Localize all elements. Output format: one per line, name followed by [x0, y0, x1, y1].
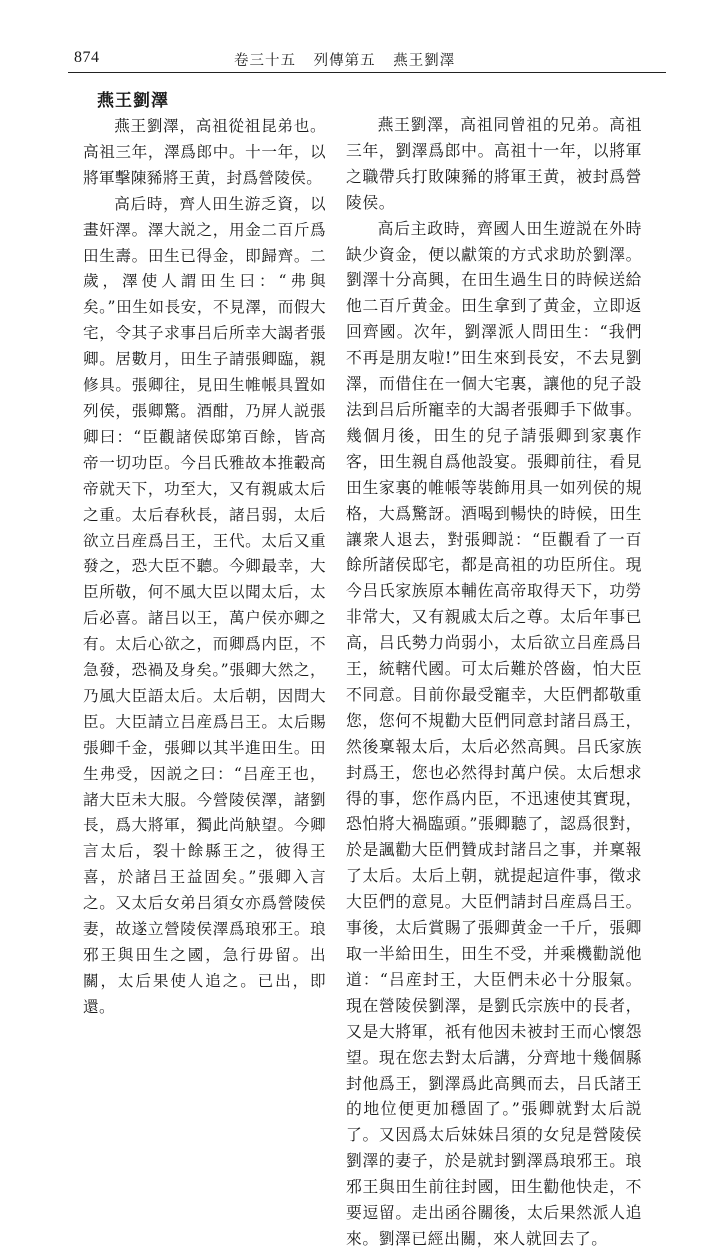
section-title: 燕王劉澤 — [97, 91, 169, 111]
translation-paragraph-2: 高后主政時，齊國人田生遊説在外時缺少資金，便以獻策的方式求助於劉澤。劉澤十分高興，在田生過生日的時候送給他二百斤黄金。田生拿到了黄金，立即返回齊國。次年，劉澤派人問田生：“我們不再是朋友啦!”田生來到長安，不去見劉澤，而借住在一個大宅裏，讓他的兒子設法到吕后所寵幸的大謁者張卿手下做事。幾個月後，田生的兒子請張卿到家裏作客，田生親自爲他設宴。張卿前往，看見田生家裏的帷帳等裝飾用具一如列侯的規格，大爲驚訝。酒喝到暢快的時候，田生讓衆人退去，對張卿説：“臣觀看了一百餘所諸侯邸宅，都是高祖的功臣所住。現今吕氏家族原本輔佐高帝取得天下，功勞非常大，又有親戚太后之尊。太后年事已高，吕氏勢力尚弱小，太后欲立吕産爲吕王，統轄代國。可太后難於啓齒，怕大臣不同意。目前你最受寵幸，大臣們都敬重您，您何不規勸大臣們同意封諸吕爲王，然後稟報太后，太后必然高興。吕氏家族封爲王，您也必然得封萬户侯。太后想求得的事，您作爲内臣，不迅速使其實現，恐怕將大禍臨頭。”張卿聽了，認爲很對，於是諷勸大臣們贊成封諸吕之事，并稟報了太后。太后上朝，就提起這件事，徵求大臣們的意見。大臣們請封吕産爲吕王。事後，太后賞賜了張卿黄金一千斤，張卿取一半給田生，田生不受，并乘機勸説他道：“吕産封王，大臣們未必十分服氣。現在營陵侯劉澤，是劉氏宗族中的長者，又是大將軍，祇有他因未被封王而心懷怨望。現在您去對太后講，分齊地十幾個縣封他爲王，劉澤爲此高興而去，吕氏諸王的地位便更加穩固了。”張卿就對太后説了。又因爲太后妹妹吕須的女兒是營陵侯劉澤的妻子，於是就封劉澤爲琅邪王。琅邪王與田生前往封國，田生勸他快走，不要逗留。走出函谷關後，太后果然派人追來。劉澤已經出關，來人就回去了。 — [346, 218, 642, 1248]
running-head — [234, 49, 654, 70]
translation-column — [346, 112, 642, 1252]
page-number: 874 — [74, 49, 100, 66]
classical-paragraph-1: 燕王劉澤，高祖從祖昆弟也。高祖三年，澤爲郎中。十一年，以將軍擊陳豨將王黄，封爲營陵侯。 — [83, 117, 326, 187]
running-head-chapter: 燕王劉澤 — [393, 53, 456, 69]
classical-text-column — [83, 88, 326, 1021]
translation-paragraph-1: 燕王劉澤，高祖同曾祖的兄弟。高祖三年，劉澤爲郎中。高祖十一年，以將軍之職帶兵打敗陳豨的將軍王黄，被封爲營陵侯。 — [346, 115, 642, 212]
running-head-section: 列傳第五 — [313, 53, 376, 69]
header-rule — [68, 72, 666, 73]
classical-paragraph-2: 高后時，齊人田生游乏資，以畫奸澤。澤大説之，用金二百斤爲田生壽。田生已得金，即歸齊。二歲，澤使人謂田生曰：“弗與矣。”田生如長安，不見澤，而假大宅，令其子求事吕后所幸大謁者張卿。居數月，田生子請張卿臨，親修具。張卿往，見田生帷帳具置如列侯，張卿驚。酒酣，乃屏人説張卿曰：“臣觀諸侯邸第百餘，皆高帝一切功臣。今吕氏雅故本推轂高帝就天下，功至大，又有親戚太后之重。太后春秋長，諸吕弱，太后欲立吕産爲吕王，王代。太后又重發之，恐大臣不聽。今卿最幸，大臣所敬，何不風大臣以聞太后，太后必喜。諸吕以王，萬户侯亦卿之有。太后心欲之，而卿爲内臣，不急發，恐禍及身矣。”張卿大然之，乃風大臣語太后。太后朝，因問大臣。大臣請立吕産爲吕王。太后賜張卿千金，張卿以其半進田生。田生弗受，因説之曰：“吕産王也，諸大臣未大服。今營陵侯澤，諸劉長，爲大將軍，獨此尚觖望。今卿言太后，裂十餘縣王之，彼得王喜，於諸吕王益固矣。”張卿入言之。又太后女弟吕須女亦爲營陵侯妻，故遂立營陵侯澤爲琅邪王。琅邪王與田生之國，急行毋留。出關，太后果使人追之。已出，即還。 — [83, 194, 326, 1016]
running-head-volume: 卷三十五 — [234, 53, 296, 69]
